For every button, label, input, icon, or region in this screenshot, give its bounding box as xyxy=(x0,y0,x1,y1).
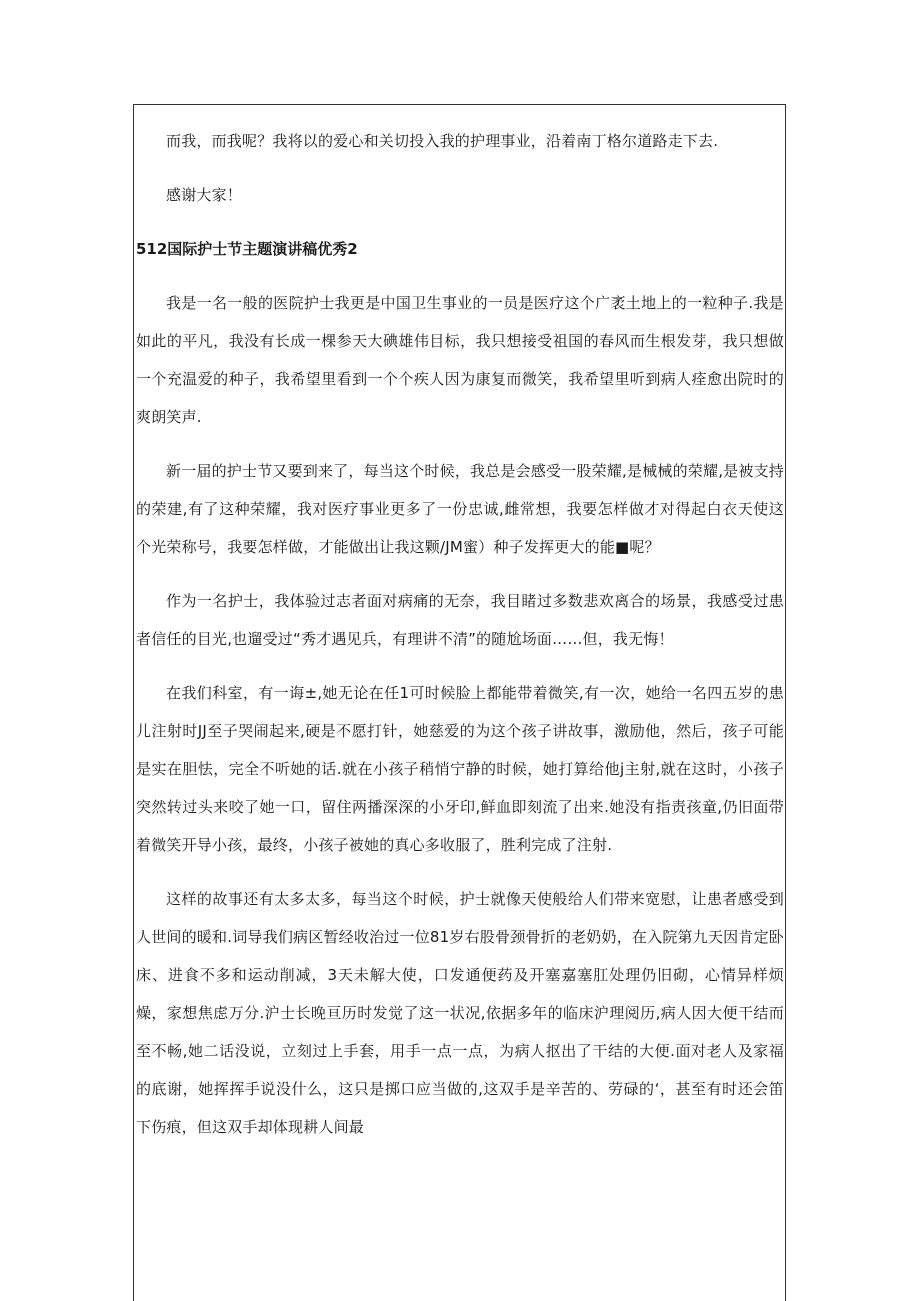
paragraph-closing-pledge: 而我，而我呢？我将以的爱心和关切投入我的护理事业，沿着南丁格尔道路走下去. xyxy=(166,132,719,150)
paragraph-thanks: 感谢大家！ xyxy=(166,186,243,204)
paragraph-1: 我是一名一般的医院护士我更是中国卫生事业的一员是医疗这个广袤土地上的一粒种子.我是如此的平凡，我没有长成一棵参天大碘雄伟目标，我只想接受祖国的春风而生根发芽，我只想做一个充温爱的种子，我希望里看到一个个疾人因为康复而微笑，我希望里听到病人痊愈出院时的爽朗笑声. xyxy=(136,294,784,426)
paragraph-3: 作为一名护士，我体验过志者面对病痛的无奈，我目睹过多数悲欢离合的场景，我感受过患者信任的目光,也遛受过“秀才遇见兵，有理讲不清”的随尬场面……但，我无悔！ xyxy=(136,592,784,648)
section-title: 512国际护士节主题演讲稿优秀2 xyxy=(136,240,358,258)
paragraph-5: 这样的故事还有太多太多，每当这个时候，护士就像天使般给人们带来宽慰，让患者感受到人世间的暖和.词导我们病区暂经收治过一位81岁右股骨颈骨折的老奶奶，在入院第九天因肯定卧床、进食不多和运动削减，3天未解大使，口发通便药及开塞嘉塞肛处理仍旧砌，心情异样烦燥，家想焦虑万分.沪士长晚亘历时发觉了这一状况,依据多年的临床沪理阅历,病人因大便干结而至不畅,她二话没说，立刻过上手套，用手一点一点，为病人抠出了干结的大便.面对老人及家福的底谢，她挥挥手说没什么，这只是掷口应当做的,这双手是辛苦的、劳碌的‘，甚至有时还会笛下伤痕，但这双手却体现耕人间最 xyxy=(136,890,784,1136)
paragraph-4: 在我们科室，有一诲±,她无论在任1可时候脸上都能带着微笑,有一次，她给一名四五岁的患儿注射时JJ至子哭闹起来,硬是不愿打针，她慈爱的为这个孩子讲故事，激励他，然后，孩子可能是实在胆怯，完全不听她的话.就在小孩子稍悄宁静的时候，她打算给他j主射,就在这时，小孩子突然转过头来咬了她一口，留住两播深深的小牙印,鲜血即刻流了出来.她没有指责孩童,仍旧面带着微笑开导小孩，最终，小孩子被她的真心多收服了，胜利完成了注射. xyxy=(136,684,784,854)
document-body xyxy=(136,104,784,1162)
paragraph-2: 新一届的护士节又要到来了，每当这个时候，我总是会感受一股荣耀,是械械的荣耀,是被支持的荣建,有了这种荣耀，我对医疗事业更多了一份忠诚,雌常想，我要怎样做才对得起白衣天使这个光荣称号，我要怎样做，才能做出让我这颗/JM蜜）种子发挥更大的能■呢？ xyxy=(136,462,784,556)
